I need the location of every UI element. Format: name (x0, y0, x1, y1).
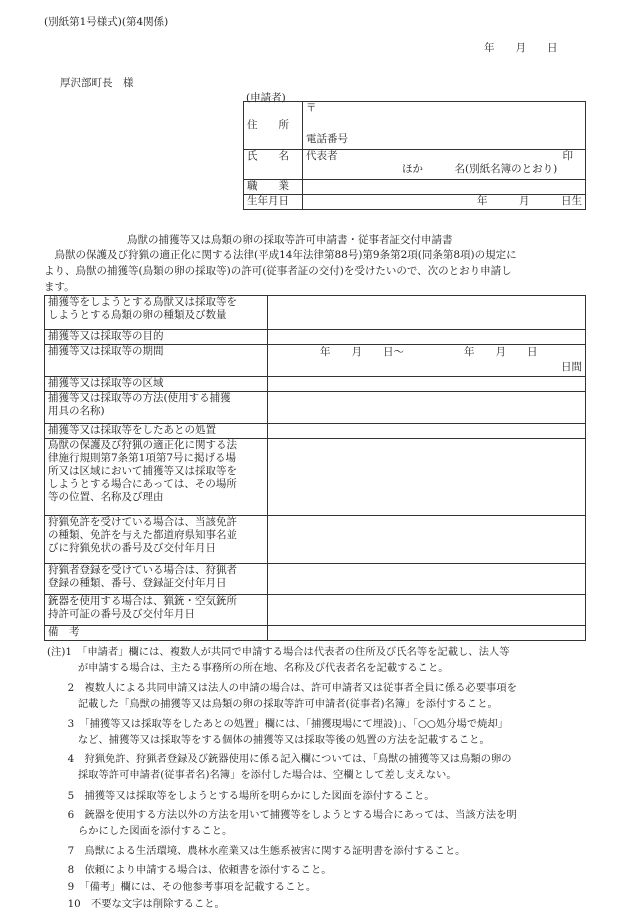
note-line: 6 銃器を使用する方法以外の方法を用いて捕獲等をしようとする場合にあっては、当該方法を明 (47, 809, 517, 821)
row-label: 捕獲等をしようとする鳥獣又は採取等を しようとする鳥類の卵の種類及び数量 (45, 296, 268, 330)
row-label: 捕獲等又は採取等の方法(使用する捕獲 用具の名称) (45, 392, 268, 424)
period-field[interactable] (268, 345, 586, 377)
addressee: 厚沢部町長 様 (60, 77, 134, 89)
row-input[interactable] (268, 424, 586, 439)
form-id: (別紙第1号様式)(第4関係) (44, 16, 169, 28)
row-label: 狩猟者登録を受けている場合は、狩猟者 登録の種類、番号、登録証交付年月日 (45, 564, 268, 595)
note-line: 2 複数人による共同申請又は法人の申請の場合は、許可申請者又は従事者全員に係る必要事項を (47, 682, 517, 694)
note-line: 9 「備考」欄には、その他参考事項を記載すること。 (47, 881, 317, 893)
address-field[interactable] (303, 102, 586, 150)
intro-line-2: より、鳥獣の捕獲等(鳥類の卵の採取等)の許可(従事者証の交付)を受けたいので、次のとおり申請し (44, 265, 512, 277)
occupation-label: 職 業 (244, 180, 303, 195)
birthdate-label: 生年月日 (244, 195, 303, 210)
note-line: 10 不要な文字は削除すること。 (47, 898, 225, 910)
note-line: (注)1 「申請者」欄には、複数人が共同で申請する場合は代表者の住所及び氏名等を記載し、法人等 (47, 646, 510, 658)
row-label: 捕獲等又は採取等の区域 (45, 377, 268, 392)
birthdate-field[interactable]: 年 月 日生 (303, 195, 586, 210)
intro-line-3: ます。 (44, 281, 75, 293)
row-input[interactable] (268, 330, 586, 345)
seal-mark: 印 (562, 150, 573, 162)
note-line: らかにした図面を添付すること。 (47, 825, 233, 837)
row-input[interactable] (268, 516, 586, 564)
row-label: 鳥獣の保護及び狩猟の適正化に関する法 律施行規則第7条第1項第7号に掲げる場 所又は区域において捕獲等又は採取等を しようとする場合にあっては、その場所 等の位置、名称及び理由 (45, 439, 268, 516)
row-input[interactable] (268, 439, 586, 516)
occupation-field[interactable] (303, 180, 586, 195)
note-line: 4 狩猟免許、狩猟者登録及び銃器使用に係る記入欄については、「鳥獣の捕獲等又は鳥類の卵の (47, 753, 512, 765)
address-label: 住 所 (244, 102, 303, 150)
document-title: 鳥獣の捕獲等又は鳥類の卵の採取等許可申請書・従事者証交付申請書 (127, 234, 453, 246)
representative-label: 代表者 (306, 150, 338, 162)
row-input[interactable] (268, 564, 586, 595)
row-label: 捕獲等又は採取等の目的 (45, 330, 268, 345)
intro-line-1: 鳥獣の保護及び狩猟の適正化に関する法律(平成14年法律第88号)第9条第2項(同条第8項)の規定に (44, 249, 517, 261)
row-label: 捕獲等又は採取等をしたあとの処置 (45, 424, 268, 439)
others-note: ほか 名(別紙名簿のとおり) (402, 163, 558, 175)
note-line: 8 依頼により申請する場合は、依頼書を添付すること。 (47, 864, 332, 876)
application-table (44, 295, 586, 641)
period-days: 日間 (561, 361, 582, 373)
note-line: 7 鳥獣による生活環境、農林水産業又は生態系被害に関する証明書を添付すること。 (47, 845, 466, 857)
row-label: 備 考 (45, 626, 268, 641)
applicant-table (243, 101, 586, 210)
note-line: 記載した「鳥獣の捕獲等又は鳥類の卵の採取等許可申請者(従事者)名簿」を添付すること。 (47, 698, 498, 710)
applicant-caption: (申請者) (246, 92, 286, 104)
row-input[interactable] (268, 595, 586, 626)
application-date: 年 月 日 (484, 42, 558, 54)
postal-mark: 〒 (306, 102, 317, 114)
name-label: 氏 名 (244, 150, 303, 180)
row-input[interactable] (268, 296, 586, 330)
note-line: など、捕獲等又は採取等をする個体の捕獲等又は採取等後の処置の方法を記載すること。 (47, 734, 490, 746)
row-label: 銃器を使用する場合は、猟銃・空気銃所 持許可証の番号及び交付年月日 (45, 595, 268, 626)
remarks-input[interactable] (268, 626, 586, 641)
row-label: 狩猟免許を受けている場合は、当該免許 の種類、免許を与えた都道府県知事名並 びに狩猟免状の番号及び交付年月日 (45, 516, 268, 564)
period-to: 年 月 日 (464, 346, 538, 358)
row-input[interactable] (268, 392, 586, 424)
note-line: 採取等許可申請者(従事者名)名簿」を添付した場合は、空欄として差し支えない。 (47, 769, 457, 781)
note-line: 5 捕獲等又は採取等をしようとする場所を明らかにした図面を添付すること。 (47, 790, 435, 802)
phone-label: 電話番号 (306, 133, 348, 145)
note-line: 3 「捕獲等又は採取等をしたあとの処置」欄には、「捕獲現場にて埋設)」、「○○処分場で焼却」 (47, 718, 508, 730)
row-input[interactable] (268, 377, 586, 392)
period-from: 年 月 日～ (320, 346, 404, 358)
name-field[interactable] (303, 150, 586, 180)
note-line: が申請する場合は、主たる事務所の所在地、名称及び代表者名を記載すること。 (47, 662, 449, 674)
row-label: 捕獲等又は採取等の期間 (45, 345, 268, 377)
